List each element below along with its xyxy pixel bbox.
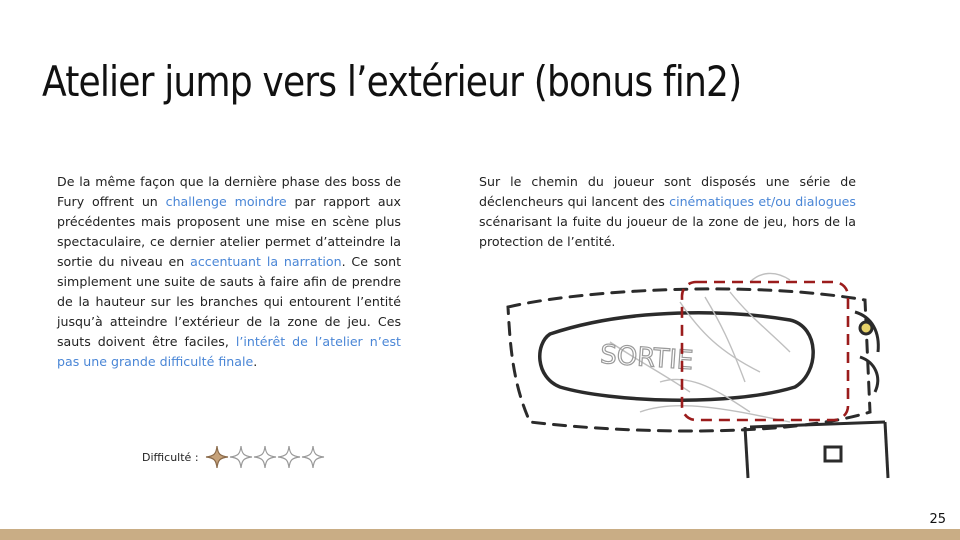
star-empty-icon	[301, 445, 325, 469]
star-empty-icon	[253, 445, 277, 469]
star-empty-icon	[277, 445, 301, 469]
page-number: 25	[929, 512, 946, 527]
highlight-narration: accentuant la narration	[190, 254, 342, 269]
left-text-3: . Ce sont simplement une suite de sauts à faire afin de prendre de la hauteur sur les branches qui entourent l’entité jusqu’à atteindre l’extérieur de la zone de jeu. Ces sauts doivent être faciles,	[57, 254, 402, 349]
left-text-1: De la même façon que la dernière phase des boss de Fury offrent un	[57, 174, 401, 209]
left-text-4: .	[253, 354, 258, 369]
difficulty-rating	[142, 445, 325, 469]
star-empty-icon	[229, 445, 253, 469]
stars-group	[205, 445, 325, 469]
star-filled-icon	[205, 445, 229, 469]
highlight-interest: l’intérêt de l’atelier n’est pas une grande difficulté finale	[57, 334, 401, 369]
left-text-2: par rapport aux précédentes mais proposent une mise en scène plus spectaculaire, ce dernier atelier permet d’atteindre la sortie du niveau en	[57, 194, 401, 269]
right-text-2: scénarisant la fuite du joueur de la zone de jeu, hors de la protection de l’entité.	[479, 214, 856, 249]
highlight-challenge: challenge moindre	[165, 194, 287, 209]
highlight-cinematics: cinématiques et/ou dialogues	[669, 194, 856, 209]
right-paragraph	[479, 172, 856, 252]
left-paragraph	[57, 172, 401, 372]
slide-title: Atelier jump vers l’extérieur (bonus fin2)	[42, 57, 742, 106]
footer-bar	[0, 529, 960, 540]
sketch-exit-label: SORTIE	[599, 339, 695, 377]
right-text-1: Sur le chemin du joueur sont disposés une série de déclencheurs qui lancent des	[479, 174, 856, 209]
level-sketch	[490, 262, 890, 480]
difficulty-label: Difficulté :	[142, 450, 199, 464]
